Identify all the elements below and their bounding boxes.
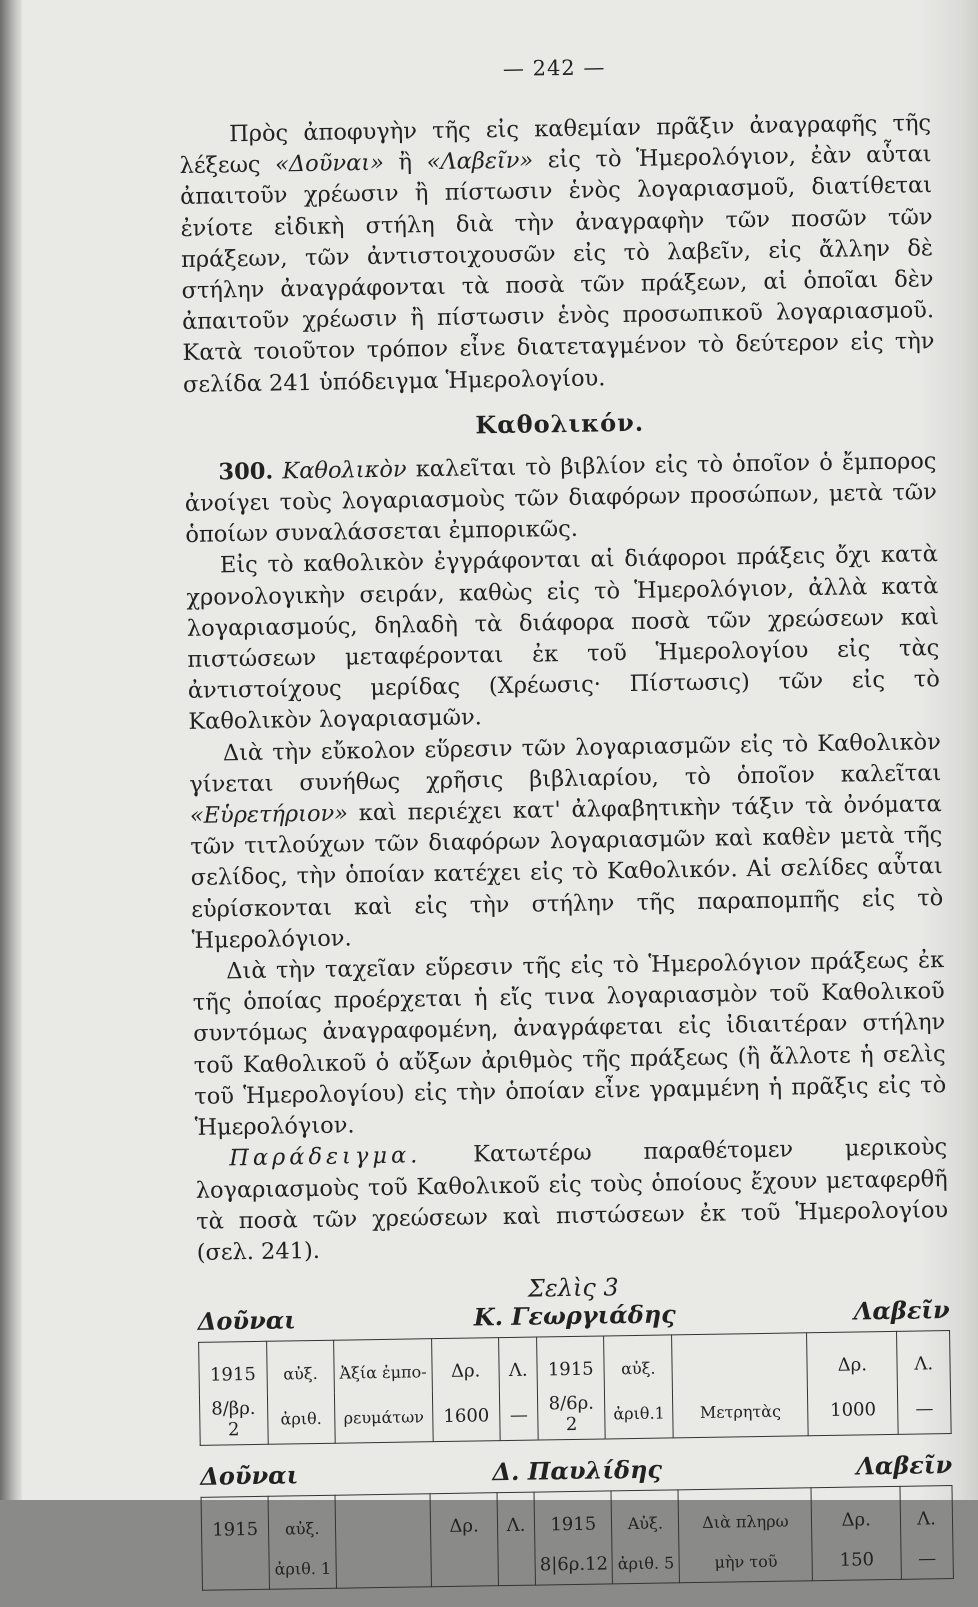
table-cell: — (898, 1383, 951, 1434)
table-cell: — (901, 1538, 954, 1579)
page-number: — 242 — (502, 55, 606, 81)
text-run: καλεῖται τὸ βιβλίον εἰς τὸ ὁποῖον ὁ ἔμπορος ἀνοίγει τοὺς λογαριασμοὺς τῶν διαφόρων προσώπων, μετὰ τῶν ὁποίων συναλάσσεται ἐμπορικῶς. (184, 447, 938, 549)
table-cell: Λ. (497, 1492, 535, 1545)
table-cell: Λ. (900, 1486, 953, 1539)
intro-paragraph (179, 108, 935, 401)
table-cell: Ἀξία ἐμπο- (334, 1339, 432, 1393)
text-run: καὶ περιέχει κατ' ἀλφαβητικὴν τάξιν τὰ ὀνόματα τῶν τιτλούχων τῶν διαφόρων λογαριασμῶν καὶ καθὲν μετὰ τῆς σελίδος, τὴν ὁποίαν κατέχει εἰς τὸ Καθολικόν. Αἱ σελίδες αὗται εὑρίσκονται καὶ εἰς τὴν στήλην τῆς παραπομπῆς εἰς τὸ Ἡμερολόγιον. (190, 791, 944, 954)
text-run: ἢ (383, 149, 427, 176)
text-run: Διὰ τὴν εὔκολον εὕρεσιν τῶν λογαριασμῶν εἰς τὸ Καθολικὸν γίνεται συνήθως χρῆσις βιβλιαρίου, τὸ ὁποῖον καλεῖται (189, 728, 942, 798)
spaced-term: Παράδειγμα. (229, 1142, 422, 1172)
table-cell: Δρ. (430, 1493, 498, 1547)
section-paragraph-text (185, 448, 937, 548)
table-cell: αὐξ. (604, 1335, 672, 1389)
table-cell: Μετρητὰς (672, 1385, 808, 1438)
credit-label: Λαβεῖν (856, 1450, 953, 1481)
ledger-table (201, 1485, 954, 1591)
italic-term: «Λαβεῖν» (426, 147, 534, 176)
table-cell: 8/βρ. 2 (199, 1394, 267, 1446)
table-cell (336, 1546, 432, 1588)
ledger-order-paragraph: Εἰς τὸ καθολικὸν ἐγγράφονται αἱ διάφοροι πράξεις ὄχι κατὰ χρονολογικὴν σειράν, καθὼς εἰς τὸ Ἡμερολόγιον, ἀλλὰ κατὰ λογαριασμούς, δηλαδὴ τὰ διάφορα ποσὰ τῶν χρεώσεων καὶ πιστώσεων μεταφέρονται ἐκ τοῦ Ἡμερολογίου εἰς τὰς ἀντιστοίχους μερίδας (Χρέωσις· Πίστωσις) τῶν εἰς τὸ Καθολικὸν λογαριασμῶν. (186, 541, 940, 736)
table-cell: Δρ. (807, 1331, 898, 1385)
table-cell: αὐξ. (266, 1340, 334, 1394)
table-cell: μὴν τοῦ (679, 1540, 813, 1583)
credit-label: Λαβεῖν (853, 1295, 950, 1326)
table-cell (498, 1545, 536, 1586)
table-cell: 1600 (432, 1390, 500, 1442)
table-cell: αὐξ. (268, 1495, 336, 1549)
table-cell: Λ. (499, 1337, 537, 1390)
italic-term: «Δοῦναι» (274, 149, 385, 178)
table-cell: ἀριθ. (267, 1393, 335, 1445)
ledger-table (198, 1330, 952, 1446)
table-cell: 1915 (536, 1336, 604, 1390)
example-paragraph (195, 1132, 949, 1269)
table-cell: ρευμάτων (335, 1391, 433, 1443)
text-run: Κατωτέρω παραθέτομεν μερικοὺς λογαριασμοὺς τοῦ Καθολικοῦ εἰς τοὺς ὁποίους ἔχουν μεταφερθῆ τὰ ποσὰ τῶν χρεώσεων καὶ πιστώσεων ἐκ τοῦ Ἡμερολογίου (σελ. 241). (195, 1134, 949, 1266)
table-cell (335, 1494, 431, 1548)
table-cell: Αὐξ. (611, 1490, 679, 1544)
index-paragraph (189, 727, 944, 957)
table-cell: Διὰ πληρω (678, 1488, 812, 1543)
table-cell: 1915 (534, 1491, 612, 1545)
table-cell: 150 (812, 1539, 901, 1581)
section-paragraph (184, 446, 937, 551)
table-cell: 8|6ρ.12 (535, 1543, 613, 1585)
account-name: Κ. Γεωργιάδης (473, 1299, 677, 1332)
table-cell: ἀριθ.1 (605, 1388, 673, 1440)
table-cell (672, 1333, 808, 1388)
table-cell: 1915 (199, 1341, 267, 1395)
section-number: 300. (218, 458, 274, 486)
account-name: Δ. Παυλίδης (492, 1454, 663, 1487)
ledger-accounts (198, 1295, 954, 1591)
cross-reference-paragraph: Διὰ τὴν ταχεῖαν εὕρεσιν τῆς εἰς τὸ Ἡμερολόγιον πράξεως ἐκ τῆς ὁποίας προέρχεται ἡ εἴς τινα λογαριασμὸν τοῦ Καθολικοῦ συντόμως ἀναγραφομένη, ἀναγράφεται εἰς ἰδιαιτέραν στήλην τοῦ Καθολικοῦ ὁ αὔξων ἀριθμὸς τῆς πράξεως (ἢ ἄλλοτε ἡ σελὶς τοῦ Ἡμερολογίου) εἰς τὴν ὁποίαν εἶνε γραμμένη ἡ πρᾶξις εἰς τὸ Ἡμερολόγιον. (192, 947, 947, 1141)
text-run: εἰς τὸ Ἡμερολόγιον, ἐὰν αὗται ἀπαιτοῦν χρέωσιν ἢ πίστωσιν ἑνὸς λογαριασμοῦ, διατίθεται ἐνίοτε εἰδικὴ στήλη διὰ τὴν ἀναγραφὴν τῶν ποσῶν τῶν πράξεων, τῶν ἀντιστοιχουσῶν εἰς τὸ λαβεῖν, εἰς ἄλλην δὲ στήλην ἀναγράφονται τὰ ποσὰ τῶν πράξεων, αἱ ὁποῖαι δὲν ἀπαιτοῦν χρέωσιν ἢ πίστωσιν ἑνὸς προσωπικοῦ λογαριασμοῦ. Κατὰ τοιοῦτον τρόπον εἶνε διατεταγμένον τὸ δεύτερον εἰς τὴν σελίδα 241 ὑπόδειγμα Ἡμερολογίου. (179, 141, 935, 398)
book-gutter-shadow (0, 0, 22, 1500)
debit-label: Δοῦναι (199, 1460, 299, 1491)
section-heading: Καθολικόν. (475, 407, 645, 440)
table-row (199, 1383, 951, 1445)
table-cell (202, 1549, 270, 1591)
table-cell: — (500, 1390, 538, 1441)
table-cell (431, 1545, 498, 1587)
ledger-page-label: Σελὶς 3 (527, 1273, 619, 1303)
table-cell: Δρ. (431, 1338, 499, 1392)
table-cell: Δρ. (811, 1486, 901, 1540)
table-cell: Λ. (897, 1331, 950, 1384)
debit-label: Δοῦναι (197, 1305, 297, 1336)
page-content (178, 50, 954, 1607)
table-cell: 1000 (808, 1384, 899, 1436)
table-cell: ἀριθ. 1 (269, 1548, 337, 1590)
italic-term: Καθολικὸν (282, 456, 407, 485)
text-run: Πρὸς ἀποφυγὴν τῆς εἰς καθεμίαν πρᾶξιν ἀναγραφῆς τῆς λέξεως (179, 110, 932, 180)
table-cell: 8/6ρ. 2 (537, 1389, 605, 1441)
italic-term: «Εὑρετήριον» (189, 800, 349, 829)
table-cell: 1915 (201, 1496, 269, 1550)
table-cell: ἀριθ. 5 (612, 1542, 680, 1584)
account-header (200, 1450, 952, 1491)
